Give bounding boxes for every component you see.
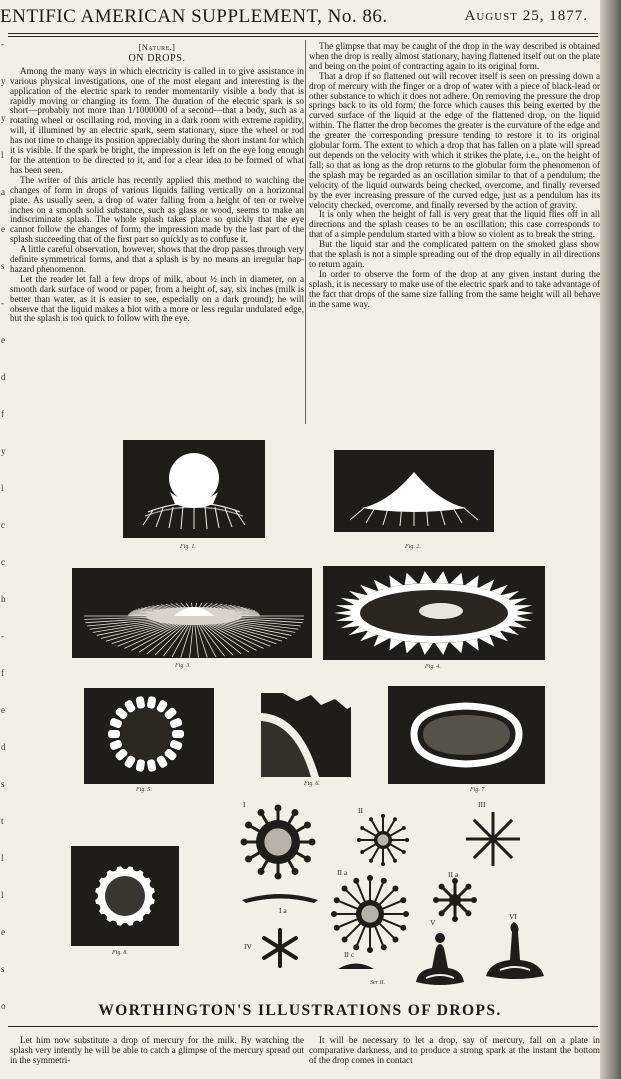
series-label: I a xyxy=(279,906,287,915)
margin-letter: y xyxy=(1,446,6,456)
margin-letter: e xyxy=(1,335,5,345)
article-column-right-continued xyxy=(309,1036,600,1066)
series-label: IV xyxy=(244,942,252,951)
series-label: II a xyxy=(337,868,348,877)
margin-letter: l xyxy=(1,150,4,160)
publication-title: ENTIFIC AMERICAN SUPPLEMENT, No. 86. xyxy=(0,6,388,27)
header-rule-2 xyxy=(8,36,598,37)
series-label: III xyxy=(478,800,486,809)
margin-letter: f xyxy=(1,668,4,678)
article-paragraph: But the liquid star and the complicated pattern on the smoked glass show that the splash is not a simple spreading out of the drop equally in all directions to return again. xyxy=(309,239,600,269)
series-drawing-v xyxy=(412,924,468,990)
article-column-left-continued xyxy=(10,1036,304,1066)
figure-caption: Fig. 7. xyxy=(470,787,486,793)
series-drawing-iia-2 xyxy=(433,878,477,922)
margin-letter: y xyxy=(1,113,6,123)
margin-letter: - xyxy=(1,40,4,49)
figure-caption: Fig. 3. xyxy=(175,663,191,669)
margin-letter: e xyxy=(1,705,5,715)
article-paragraph: In order to observe the form of the drop at any given instant during the splash, it is necessary to make use of the electric spark and to take advantage of the fact that drops of the same size falling from the same height will all behave in the same way. xyxy=(309,268,600,309)
article-column-right xyxy=(309,42,600,309)
margin-letter: l xyxy=(1,890,4,900)
margin-letter: c xyxy=(1,520,5,530)
figure-caption: Fig. 1. xyxy=(180,544,196,550)
margin-letter: s xyxy=(1,779,5,789)
article-paragraph: Let him now substitute a drop of mercury for the milk. By watching the splash very intently he will be able to catch a glimpse of the mercury spread out in the symmetri- xyxy=(10,1035,304,1065)
margin-letter: c xyxy=(1,557,5,567)
margin-letter: l xyxy=(1,483,4,493)
header-rule xyxy=(8,33,598,34)
margin-letter: d xyxy=(1,742,6,752)
figure-7-drop-impact xyxy=(388,686,545,784)
column-divider xyxy=(305,40,306,424)
margin-letter: - xyxy=(1,631,4,641)
figure-4-drop-impact xyxy=(323,566,545,660)
figure-2-drop-impact xyxy=(334,450,494,532)
series-label: II xyxy=(358,806,363,815)
margin-letter: a xyxy=(1,187,5,197)
margin-letter: y xyxy=(1,76,6,86)
article-paragraph: The writer of this article has recently applied this method to watching the changes of form in drops of various liquids falling vertically on a horizontal plate. As usually seen, a drop of water falling from a height of ten or twelve inches on a smooth solid substance, such as glass or wood, seems to make an indiscriminate splash. The whole splash takes place so quickly that the eye cannot follow the changes of form; the impression made by the last part of the splash succeeding that of the first part so quickly as to confuse it. xyxy=(10,174,304,245)
article-paragraph: Among the many ways in which electricity is called in to give assistance in various physical investigations, one of the most elegant and interesting is the application of the electric spark to render momentarily visible a body that is rapidly moving or changing its form. The duration of the electric spark is so short—probably not more than 1/1000000 of a second—that a body, such as a rotating wheel or oscillating rod, moving in a dark room with extreme rapidity, will, if illumined by an electric spark, seem stationary, since the wheel or rod has not time to change its position appreciably during the short instant for which it is visible. If the spark be bright, the impression is left on the eye long enough for the attention to be directed to it, and for a clear idea to be formed of what has been seen. xyxy=(10,65,304,175)
article-column-left xyxy=(10,42,304,324)
margin-letter: f xyxy=(1,409,4,419)
figure-caption: Fig. 2. xyxy=(405,544,421,550)
margin-letter: - xyxy=(1,298,4,308)
article-paragraph: It is only when the height of fall is very great that the liquid flies off in all directions and the splash ceases to be an oscillation; this case corresponds to that of a simple pendulum started with a blow so violent as to break the string. xyxy=(309,209,600,240)
article-paragraph: The glimpse that may be caught of the drop in the way described is obtained when the drop is really almost stationary, having flattened itself out on the plate and being on the point of contracting again to its original form. xyxy=(309,41,600,71)
book-spine-shadow xyxy=(600,0,621,1079)
series-drawing-ii xyxy=(355,812,411,868)
plate-rule xyxy=(8,1026,598,1027)
figure-3-drop-impact xyxy=(72,568,312,658)
margin-letter: d xyxy=(1,372,6,382)
figure-8-drop-impact xyxy=(71,846,179,946)
source-tag: [Nature.] xyxy=(138,43,176,52)
series-drawing-vi xyxy=(484,918,546,984)
figure-caption: Fig. 5. xyxy=(136,787,152,793)
series-label: V xyxy=(430,918,436,927)
margin-letter: s xyxy=(1,261,5,271)
margin-letter: l xyxy=(1,853,4,863)
page-header xyxy=(0,4,592,30)
margin-letter: t xyxy=(1,816,4,826)
series-drawing-iii xyxy=(463,808,523,870)
margin-letter: h xyxy=(1,594,6,604)
plate-title: WORTHINGTON'S ILLUSTRATIONS OF DROPS. xyxy=(98,1002,502,1019)
margin-letter: s xyxy=(1,964,5,974)
figure-caption: Ser II. xyxy=(370,980,385,986)
margin-letter: e xyxy=(1,927,5,937)
series-drawing-iia xyxy=(328,872,412,956)
series-drawing-iv xyxy=(258,926,302,970)
series-drawing-iic xyxy=(336,958,376,972)
figure-6-drop-impact xyxy=(261,693,351,777)
article-paragraph: It will be necessary to let a drop, say of mercury, fall on a plate in comparative darkness, and to produce a strong spark at the instant the bottom of the drop comes in contact xyxy=(309,1035,600,1065)
series-drawing-ia xyxy=(240,886,320,908)
series-label: II c xyxy=(344,950,355,959)
article-paragraph: Let the reader let fall a few drops of milk, about ½ inch in diameter, on a smooth dark surface of wood or paper, from a height of, say, six inches (milk is better than water, as it is easier to see, especially on a dark ground); he will observe that the liquid makes a blot with a more or less regular undulated edge, but the splash is too quick to follow with the eye. xyxy=(10,273,304,324)
figure-caption: Fig. 4. xyxy=(425,664,441,670)
series-drawing-i xyxy=(238,802,318,882)
figure-5-drop-impact xyxy=(84,688,214,784)
issue-date: August 25, 1877. xyxy=(464,8,588,24)
series-label: I xyxy=(243,800,246,809)
margin-letter: o xyxy=(1,1001,6,1011)
series-label: VI xyxy=(509,912,517,921)
figure-1-drop-impact xyxy=(123,440,265,538)
article-heading: ON DROPS. xyxy=(128,52,186,64)
article-paragraph: That a drop if so flattened out will recover itself is seen on pressing down a drop of mercury with the finger or a drop of water with a piece of black-lead or other substance to which it does not adhere. On removing the pressure the drop springs back to its old form; the force which causes this being exerted by the curved surface of the liquid at the edge of the flattened drop, on the liquid within. The flatter the drop becomes the greater is the curvature of the edge and the greater the corresponding pressure tending to restore it to its original globular form. The extent to which a drop that has fallen on a plate will spread out depends on the velocity with which it strikes the plate, i.e., on the height of fall; so that as long as the drop returns to the globular form the phenomenon of the splash may be regarded as an oscillation similar to that of a pendulum; the velocity of the liquid outwards being checked, overcome, and finally reversed by the ever increasing pressure of the curved edge, just as a pendulum has its velocity checked, overcome, and finally reversed by the action of gravity. xyxy=(309,70,600,210)
figure-caption: Fig. 6. xyxy=(304,781,320,787)
series-label: II a xyxy=(448,870,459,879)
margin-letter: e xyxy=(1,224,5,234)
article-paragraph: A little careful observation, however, shows that the drop passes through very definite symmetrical forms, and that a splash is by no means an irregular hap-hazard phenomenon. xyxy=(10,244,304,274)
cropped-margin-text xyxy=(0,40,8,1079)
figure-caption: Fig. 8. xyxy=(112,950,128,956)
